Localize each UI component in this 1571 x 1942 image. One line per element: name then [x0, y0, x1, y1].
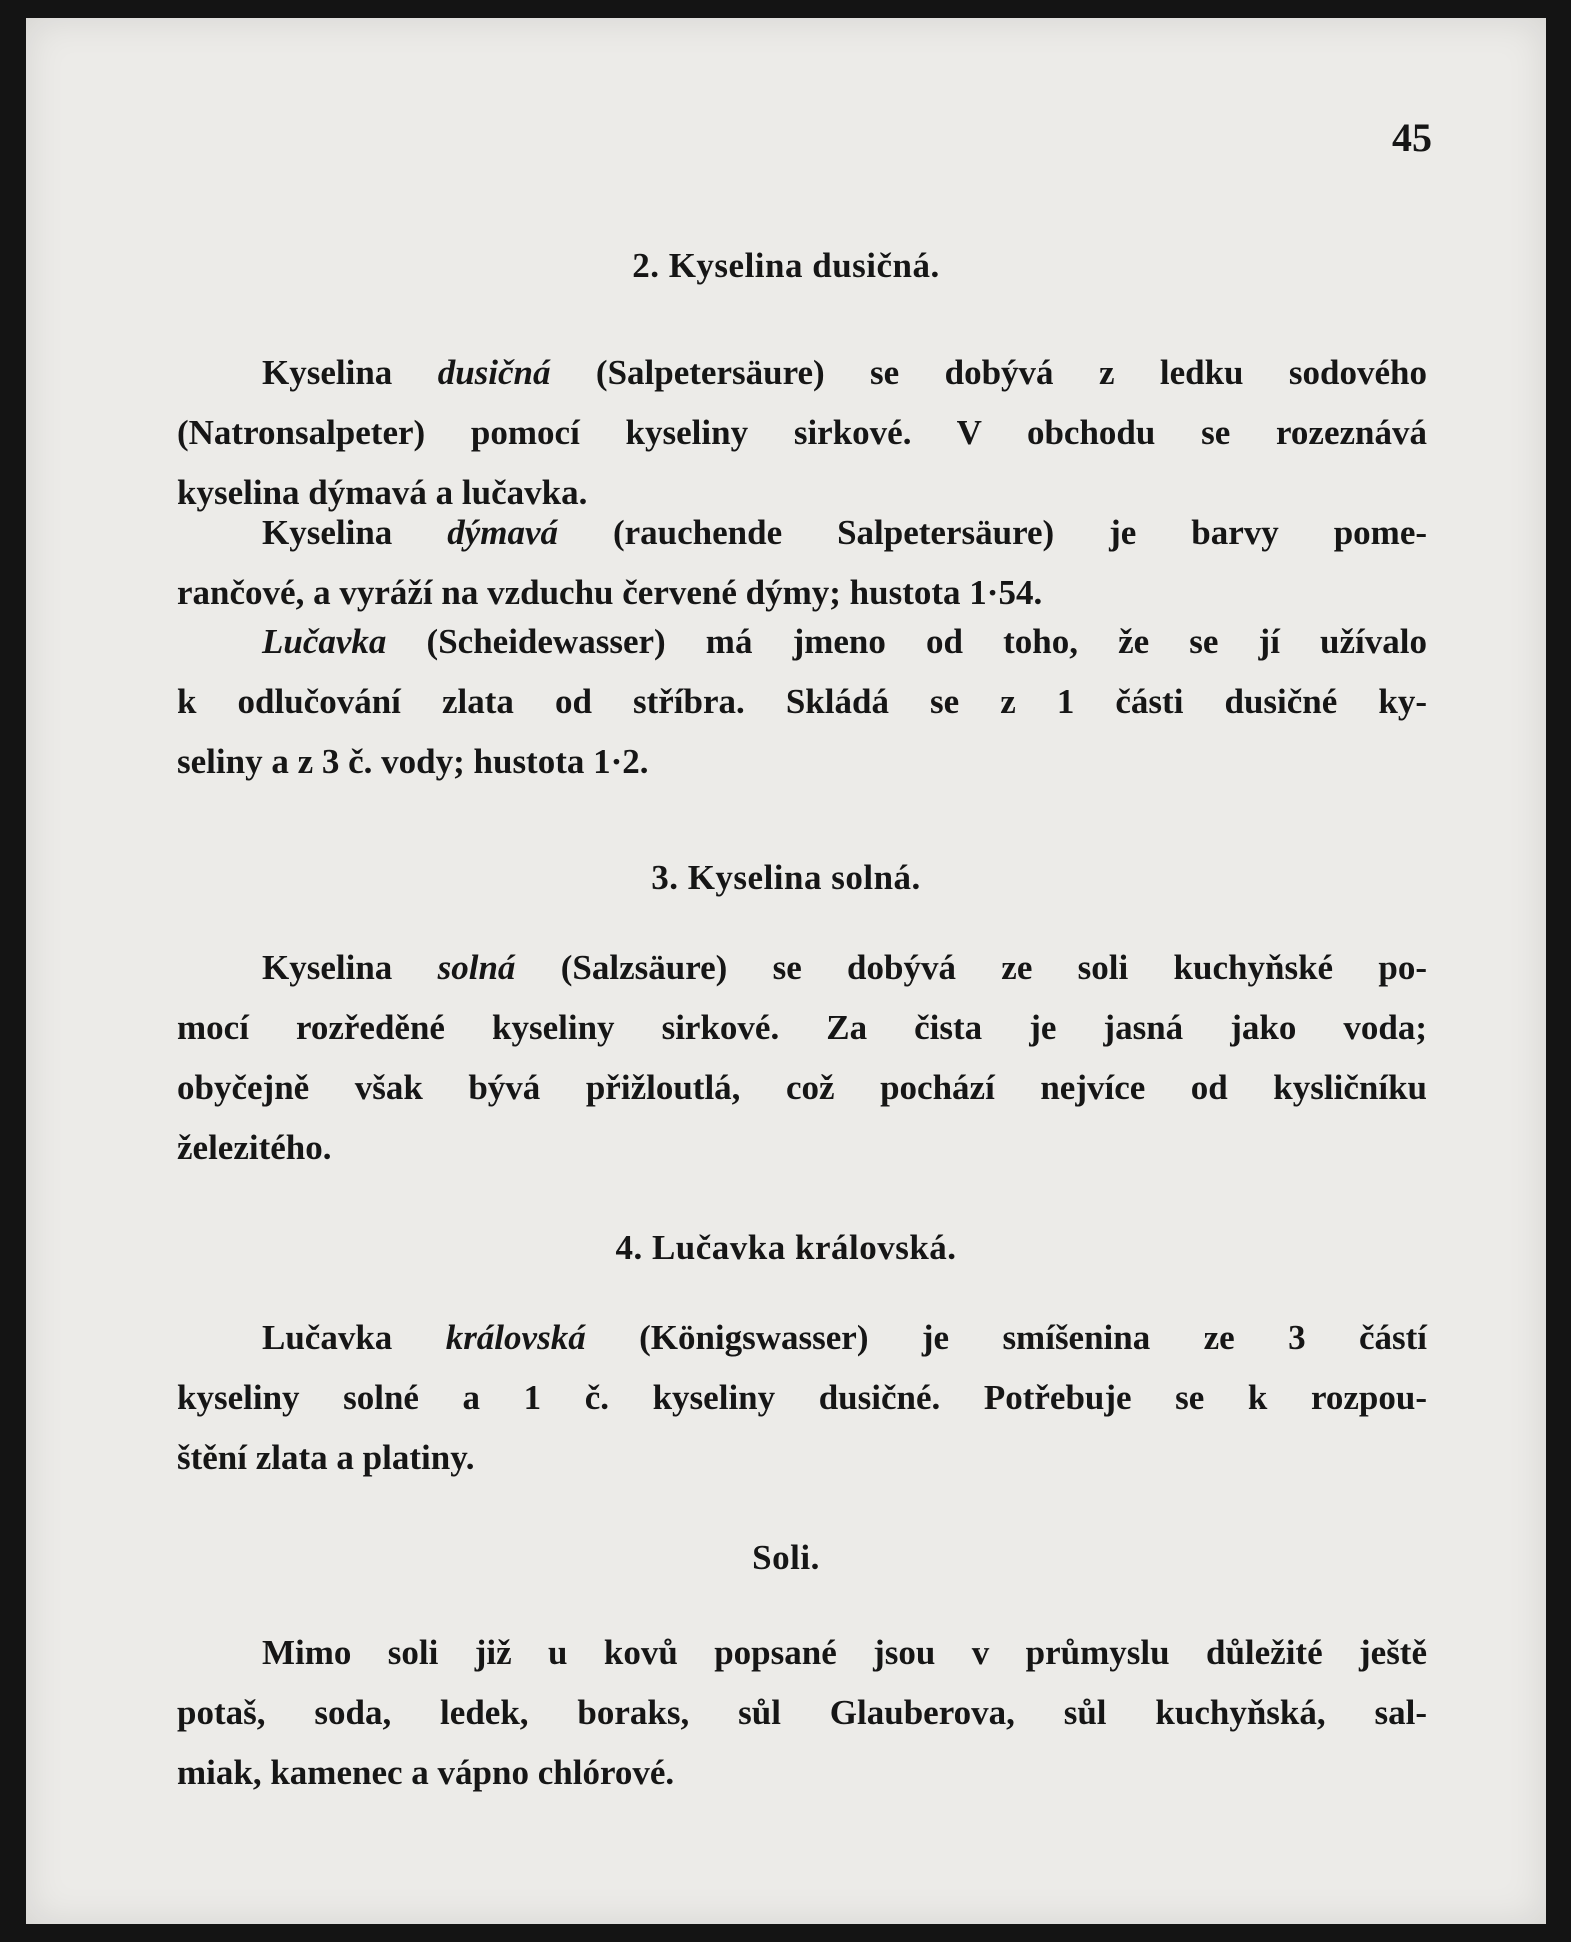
paragraph: [177, 938, 1427, 1178]
text-line: štění zlata a platiny.: [177, 1438, 475, 1477]
text-line: Kyselina solná (Salzsäure) se dobývá ze soli kuchyňské po-: [262, 948, 1428, 987]
paragraph: [177, 612, 1427, 792]
text-line: rančové, a vyráží na vzduchu červené dýmy; hustota 1·54.: [177, 573, 1043, 612]
paragraph: [177, 1623, 1427, 1803]
book-page: [26, 18, 1546, 1924]
page-number: 45: [1392, 115, 1432, 160]
section-heading-hydrochloric-acid: 3. Kyselina solná.: [651, 858, 921, 897]
text-line: Lučavka královská (Königswasser) je smíšenina ze 3 částí: [262, 1318, 1427, 1357]
text-line: mocí rozředěné kyseliny sirkové. Za čista je jasná jako voda;: [177, 1008, 1427, 1047]
section-heading-aqua-regia: 4. Lučavka královská.: [615, 1228, 957, 1267]
text-line: k odlučování zlata od stříbra. Skládá se z 1 části dusičné ky-: [177, 682, 1427, 721]
text-line: miak, kamenec a vápno chlórové.: [177, 1753, 675, 1792]
text-line: seliny a z 3 č. vody; hustota 1·2.: [177, 742, 649, 781]
text-line: Mimo soli již u kovů popsané jsou v průmyslu důležité ještě: [262, 1633, 1427, 1672]
text-line: Kyselina dýmavá (rauchende Salpetersäure) je barvy pome-: [262, 513, 1428, 552]
text-line: kyseliny solné a 1 č. kyseliny dusičné. Potřebuje se k rozpou-: [177, 1378, 1427, 1417]
text-line: potaš, soda, ledek, boraks, sůl Glauberova, sůl kuchyňská, sal-: [177, 1693, 1427, 1732]
text-line: obyčejně však bývá přižloutlá, což pochází nejvíce od kysličníku: [177, 1068, 1427, 1107]
paragraph: [177, 503, 1427, 623]
text-line: Kyselina dusičná (Salpetersäure) se dobývá z ledku sodového: [262, 353, 1428, 392]
text-line: kyselina dýmavá a lučavka.: [177, 473, 588, 512]
paragraph: [177, 343, 1427, 523]
section-heading-nitric-acid: 2. Kyselina dusičná.: [632, 246, 940, 285]
text-line: železitého.: [177, 1128, 332, 1167]
section-heading-salts: Soli.: [752, 1538, 820, 1577]
paragraph: [177, 1308, 1427, 1488]
text-line: Lučavka (Scheidewasser) má jmeno od toho, že se jí užívalo: [262, 622, 1427, 661]
text-line: (Natronsalpeter) pomocí kyseliny sirkové. V obchodu se rozeznává: [177, 413, 1427, 452]
